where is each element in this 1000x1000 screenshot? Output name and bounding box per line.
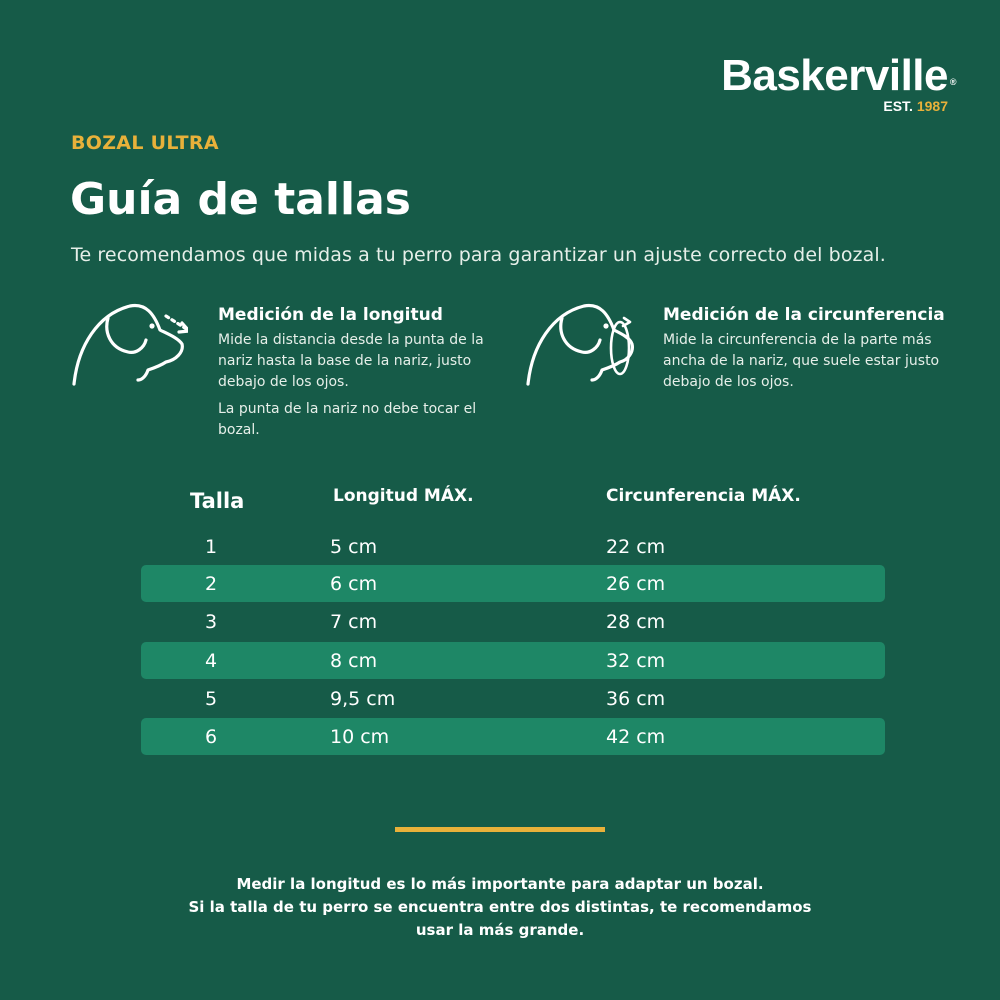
table-row	[141, 528, 885, 565]
footer-note	[100, 873, 900, 942]
table-row	[141, 680, 885, 717]
text-line: bozal.	[218, 422, 260, 438]
text-line: nariz hasta la base de la nariz, justo	[218, 353, 472, 369]
length-cell: 7 cm	[330, 611, 378, 633]
length-title: Medición de la longitud	[218, 305, 443, 325]
page-title: Guía de tallas	[70, 174, 411, 225]
footer-line: usar la más grande.	[415, 921, 585, 939]
length-cell: 5 cm	[330, 536, 378, 558]
circumference-cell: 26 cm	[606, 573, 666, 595]
brand-est-year: 1987	[916, 98, 948, 114]
length-measurement	[218, 304, 498, 441]
accent-divider	[395, 827, 605, 832]
text-line: Mide la distancia desde la punta de la	[218, 332, 484, 348]
size-cell: 4	[205, 650, 218, 672]
size-cell: 1	[205, 536, 218, 558]
table-header-circumference: Circunferencia MÁX.	[606, 486, 801, 506]
circumference-cell: 32 cm	[606, 650, 666, 672]
length-cell: 10 cm	[330, 726, 390, 748]
table-row	[141, 565, 885, 602]
table-row	[141, 718, 885, 755]
text-line: debajo de los ojos.	[218, 374, 349, 390]
footer-line: Medir la longitud es lo más importante para adaptar un bozal.	[236, 875, 764, 893]
text-line: ancha de la nariz, que suele estar justo	[663, 353, 940, 369]
size-cell: 2	[205, 573, 218, 595]
brand-established	[721, 98, 948, 114]
brand-est-label: EST.	[883, 98, 913, 114]
length-cell: 6 cm	[330, 573, 378, 595]
length-description	[218, 330, 498, 393]
table-row	[141, 642, 885, 679]
length-cell: 9,5 cm	[330, 688, 396, 710]
table-header-size: Talla	[190, 489, 245, 513]
registered-mark: ®	[949, 77, 956, 87]
dog-head-length-icon	[68, 296, 188, 396]
length-note	[218, 399, 498, 441]
brand-name: Baskerville	[721, 51, 948, 100]
circumference-cell: 22 cm	[606, 536, 666, 558]
size-cell: 3	[205, 611, 218, 633]
circumference-measurement	[663, 304, 963, 393]
table-row	[141, 603, 885, 640]
text-line: La punta de la nariz no debe tocar el	[218, 401, 477, 417]
brand-logo	[721, 51, 956, 114]
text-line: Mide la circunferencia de la parte más	[663, 332, 932, 348]
footer-line: Si la talla de tu perro se encuentra entre dos distintas, te recomendamos	[188, 898, 812, 916]
size-cell: 6	[205, 726, 218, 748]
text-line: debajo de los ojos.	[663, 374, 794, 390]
table-header-length: Longitud MÁX.	[333, 486, 474, 506]
dog-head-circumference-icon	[522, 296, 642, 396]
circumference-description	[663, 330, 963, 393]
size-cell: 5	[205, 688, 218, 710]
product-eyebrow: BOZAL ULTRA	[71, 132, 219, 154]
intro-text: Te recomendamos que midas a tu perro para garantizar un ajuste correcto del bozal.	[71, 244, 886, 266]
circumference-cell: 42 cm	[606, 726, 666, 748]
circumference-cell: 36 cm	[606, 688, 666, 710]
circumference-cell: 28 cm	[606, 611, 666, 633]
length-cell: 8 cm	[330, 650, 378, 672]
circumference-title: Medición de la circunferencia	[663, 305, 945, 325]
